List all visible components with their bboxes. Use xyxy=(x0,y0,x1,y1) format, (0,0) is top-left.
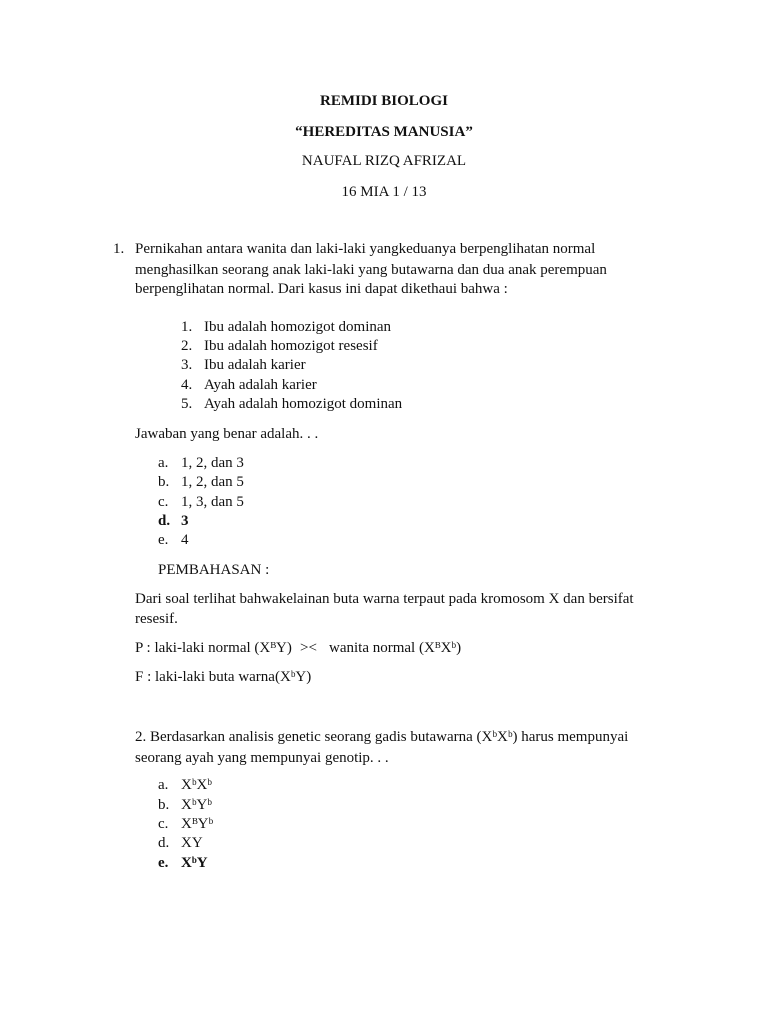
option-text: 1, 3, dan 5 xyxy=(181,494,244,510)
option-text: XY xyxy=(181,835,203,851)
correct-option-text: XᵇY xyxy=(181,855,208,871)
option-text: XᵇYᵇ xyxy=(181,797,212,813)
option-text: 4 xyxy=(181,532,189,548)
document-subtitle: “HEREDITAS MANUSIA” xyxy=(295,124,473,140)
statement-number: 2. xyxy=(181,338,193,354)
student-name: NAUFAL RIZQ AFRIZAL xyxy=(301,153,467,169)
cross-offspring: F : laki-laki buta warna(XᵇY) xyxy=(135,669,312,685)
statement-text: Ibu adalah karier xyxy=(204,357,306,373)
correct-option-text: 3 xyxy=(181,513,189,529)
statement-number: 3. xyxy=(181,357,193,373)
option-letter: b. xyxy=(158,474,170,490)
option-letter: e. xyxy=(158,532,169,548)
q2-line-2: seorang ayah yang mempunyai genotip. . . xyxy=(135,750,389,766)
discussion-line-2: resesif. xyxy=(135,611,178,627)
option-letter: b. xyxy=(158,797,170,813)
statement-number: 5. xyxy=(181,396,193,412)
discussion-label: PEMBAHASAN : xyxy=(158,562,270,578)
correct-option-letter: e. xyxy=(158,855,169,871)
cross-parent-male: P : laki-laki normal (XᴮY) xyxy=(135,640,292,656)
option-text: 1, 2, dan 5 xyxy=(181,474,244,490)
correct-option-letter: d. xyxy=(158,513,171,529)
option-letter: c. xyxy=(158,816,169,832)
option-letter: c. xyxy=(158,494,169,510)
student-class: 16 MIA 1 / 13 xyxy=(341,184,427,200)
q1-prompt: Jawaban yang benar adalah. . . xyxy=(135,426,319,442)
cross-symbol: >< xyxy=(300,640,317,656)
statement-number: 1. xyxy=(181,319,193,335)
q1-line-3: berpenglihatan normal. Dari kasus ini dapat dikethaui bahwa : xyxy=(135,281,508,297)
document-title: REMIDI BIOLOGI xyxy=(320,93,448,109)
discussion-line-1: Dari soal terlihat bahwakelainan buta warna terpaut pada kromosom X dan bersifat xyxy=(135,591,634,607)
option-letter: a. xyxy=(158,455,169,471)
option-text: XᴮYᵇ xyxy=(181,816,214,832)
statement-text: Ibu adalah homozigot resesif xyxy=(204,338,378,354)
option-text: XᵇXᵇ xyxy=(181,777,212,793)
q1-line-1: Pernikahan antara wanita dan laki-laki yangkeduanya berpenglihatan normal xyxy=(135,241,596,257)
cross-parent-female: wanita normal (XᴮXᵇ) xyxy=(329,640,462,656)
option-letter: a. xyxy=(158,777,169,793)
statement-text: Ayah adalah homozigot dominan xyxy=(204,396,403,412)
q1-number: 1. xyxy=(113,241,125,257)
statement-text: Ayah adalah karier xyxy=(204,377,317,393)
option-letter: d. xyxy=(158,835,170,851)
q2-line-1: 2. Berdasarkan analisis genetic seorang gadis butawarna (XᵇXᵇ) harus mempunyai xyxy=(135,729,629,745)
q1-line-2: menghasilkan seorang anak laki-laki yang butawarna dan dua anak perempuan xyxy=(135,262,607,278)
option-text: 1, 2, dan 3 xyxy=(181,455,244,471)
statement-number: 4. xyxy=(181,377,193,393)
statement-text: Ibu adalah homozigot dominan xyxy=(204,319,392,335)
